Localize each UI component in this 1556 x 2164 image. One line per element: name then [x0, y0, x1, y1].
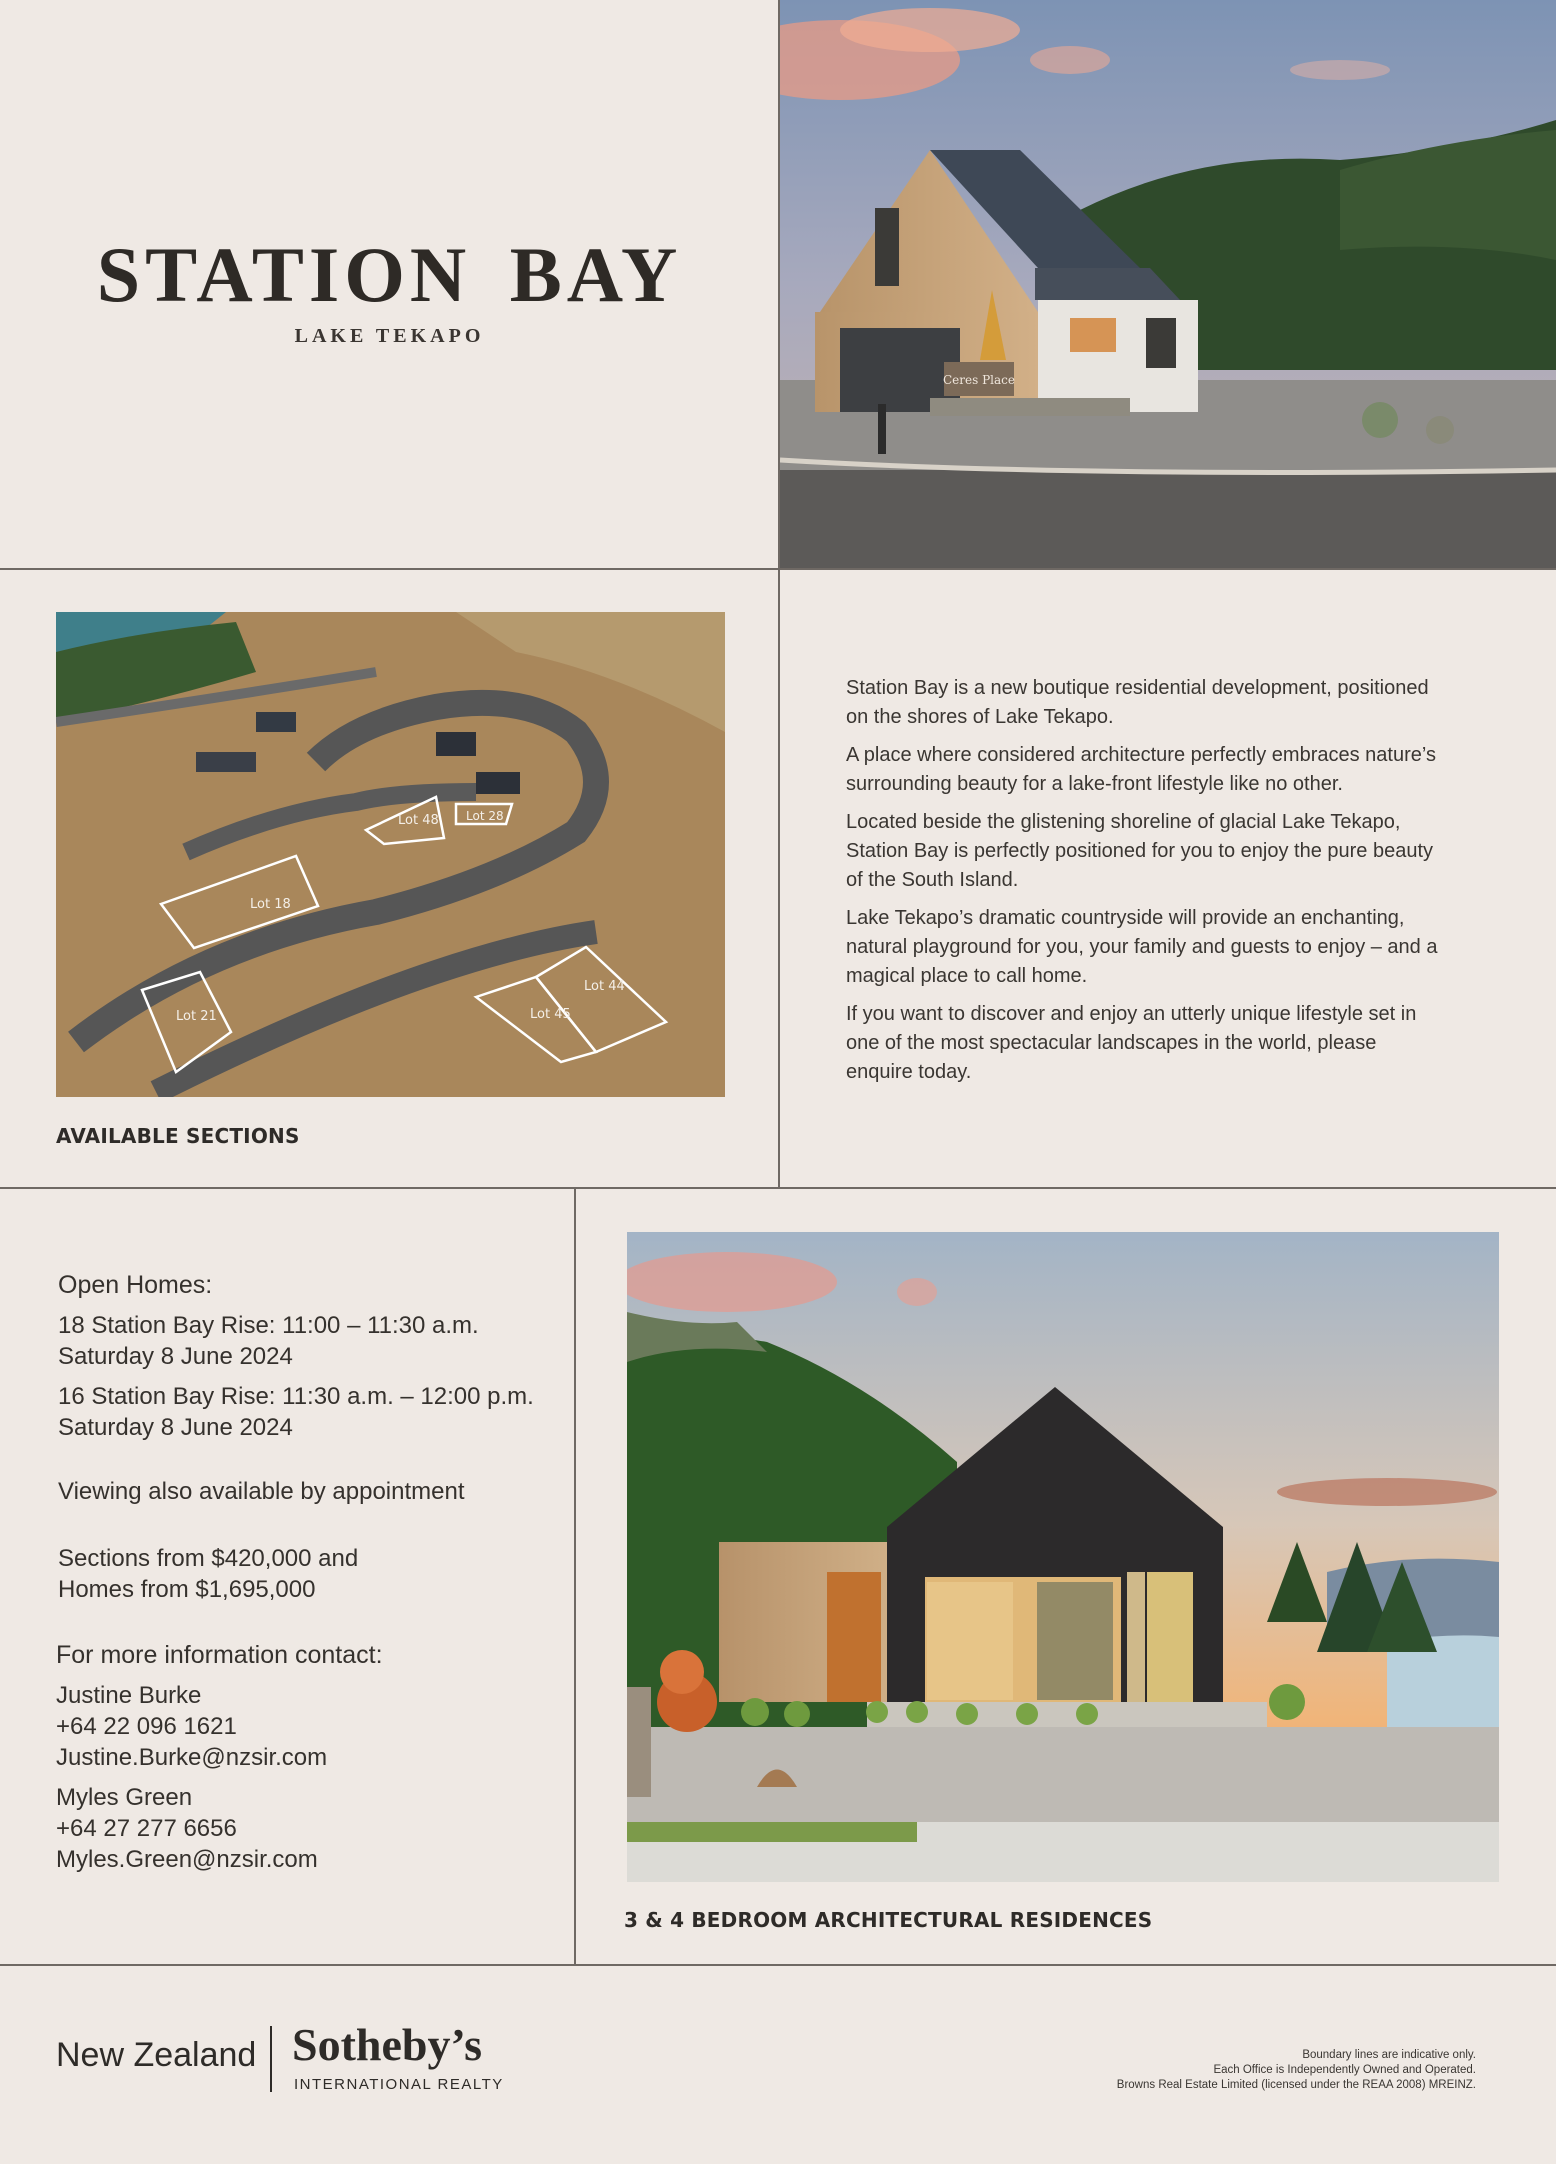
residence-photo [627, 1232, 1499, 1882]
open-homes-block [58, 1270, 568, 1605]
brand-title: STATION BAY [96, 231, 683, 318]
open-home-listing [58, 1381, 568, 1443]
agent-card [56, 1782, 566, 1875]
agent-email[interactable]: Justine.Burke@nzsir.com [56, 1744, 328, 1771]
agent-name: Myles Green [56, 1784, 193, 1811]
legal-disclaimer [1117, 2048, 1476, 2093]
open-home-date: Saturday 8 June 2024 [58, 1343, 293, 1370]
lot-label: Lot 44 [584, 979, 625, 994]
aerial-sections-photo [56, 612, 725, 1097]
agent-phone[interactable]: +64 27 277 6656 [56, 1815, 237, 1842]
homes-price: Homes from $1,695,000 [58, 1576, 316, 1603]
hero-house-photo [780, 0, 1556, 568]
agent-phone[interactable]: +64 22 096 1621 [56, 1713, 237, 1740]
open-home-time: 16 Station Bay Rise: 11:30 a.m. – 12:00 p.m. [58, 1383, 534, 1410]
agent-email[interactable]: Myles.Green@nzsir.com [56, 1846, 318, 1873]
description-paragraph: A place where considered architecture perfectly embraces nature’s surrounding beauty for a lake-front lifestyle like no other. [846, 744, 1436, 795]
logo-region: New Zealand [56, 2036, 257, 2074]
logo-divider [270, 2026, 272, 2092]
logo-company: Sotheby’s [292, 2019, 482, 2070]
agent-card [56, 1680, 566, 1773]
open-home-date: Saturday 8 June 2024 [58, 1414, 293, 1441]
description-paragraph: Station Bay is a new boutique residential development, positioned on the shores of Lake Tekapo. [846, 677, 1429, 728]
divider-vertical-lower [574, 1188, 576, 1965]
open-home-listing [58, 1310, 568, 1372]
description-paragraph: Located beside the glistening shoreline of glacial Lake Tekapo, Station Bay is perfectly positioned for you to enjoy the pure beauty of the South Island. [846, 811, 1434, 891]
lot-label: Lot 45 [530, 1007, 571, 1022]
logo-company-subtitle: INTERNATIONAL REALTY [294, 2076, 504, 2093]
legal-line: Browns Real Estate Limited (licensed under the REAA 2008) MREINZ. [1116, 2079, 1476, 2091]
development-description [846, 674, 1446, 1096]
legal-line: Each Office is Independently Owned and Operated. [1213, 2064, 1476, 2076]
lot-label: Lot 48 [398, 813, 439, 828]
brand-subtitle: LAKE TEKAPO [294, 325, 485, 347]
contact-block [56, 1640, 566, 1884]
lot-label: Lot 21 [176, 1009, 217, 1024]
agent-name: Justine Burke [56, 1682, 202, 1709]
lot-label: Lot 28 [466, 809, 504, 823]
description-paragraph: Lake Tekapo’s dramatic countryside will provide an enchanting, natural playground for you, your family and guests to enjoy – and a magical place to call home. [846, 907, 1438, 987]
sections-caption: AVAILABLE SECTIONS [56, 1124, 300, 1148]
divider-bottom [0, 1964, 1556, 1966]
description-paragraph: If you want to discover and enjoy an utterly unique lifestyle set in one of the most spectacular landscapes in the world, please enquire today. [846, 1003, 1417, 1083]
open-homes-heading: Open Homes: [58, 1271, 213, 1299]
open-home-time: 18 Station Bay Rise: 11:00 – 11:30 a.m. [58, 1312, 479, 1339]
lot-label: Lot 18 [250, 897, 291, 912]
sections-price: Sections from $420,000 and [58, 1545, 359, 1572]
residences-caption: 3 & 4 BEDROOM ARCHITECTURAL RESIDENCES [624, 1908, 1153, 1932]
hero-sign-text: Ceres Place [943, 373, 1015, 387]
contact-heading: For more information contact: [56, 1641, 383, 1669]
legal-line: Boundary lines are indicative only. [1302, 2049, 1476, 2061]
viewing-note: Viewing also available by appointment [58, 1478, 465, 1505]
